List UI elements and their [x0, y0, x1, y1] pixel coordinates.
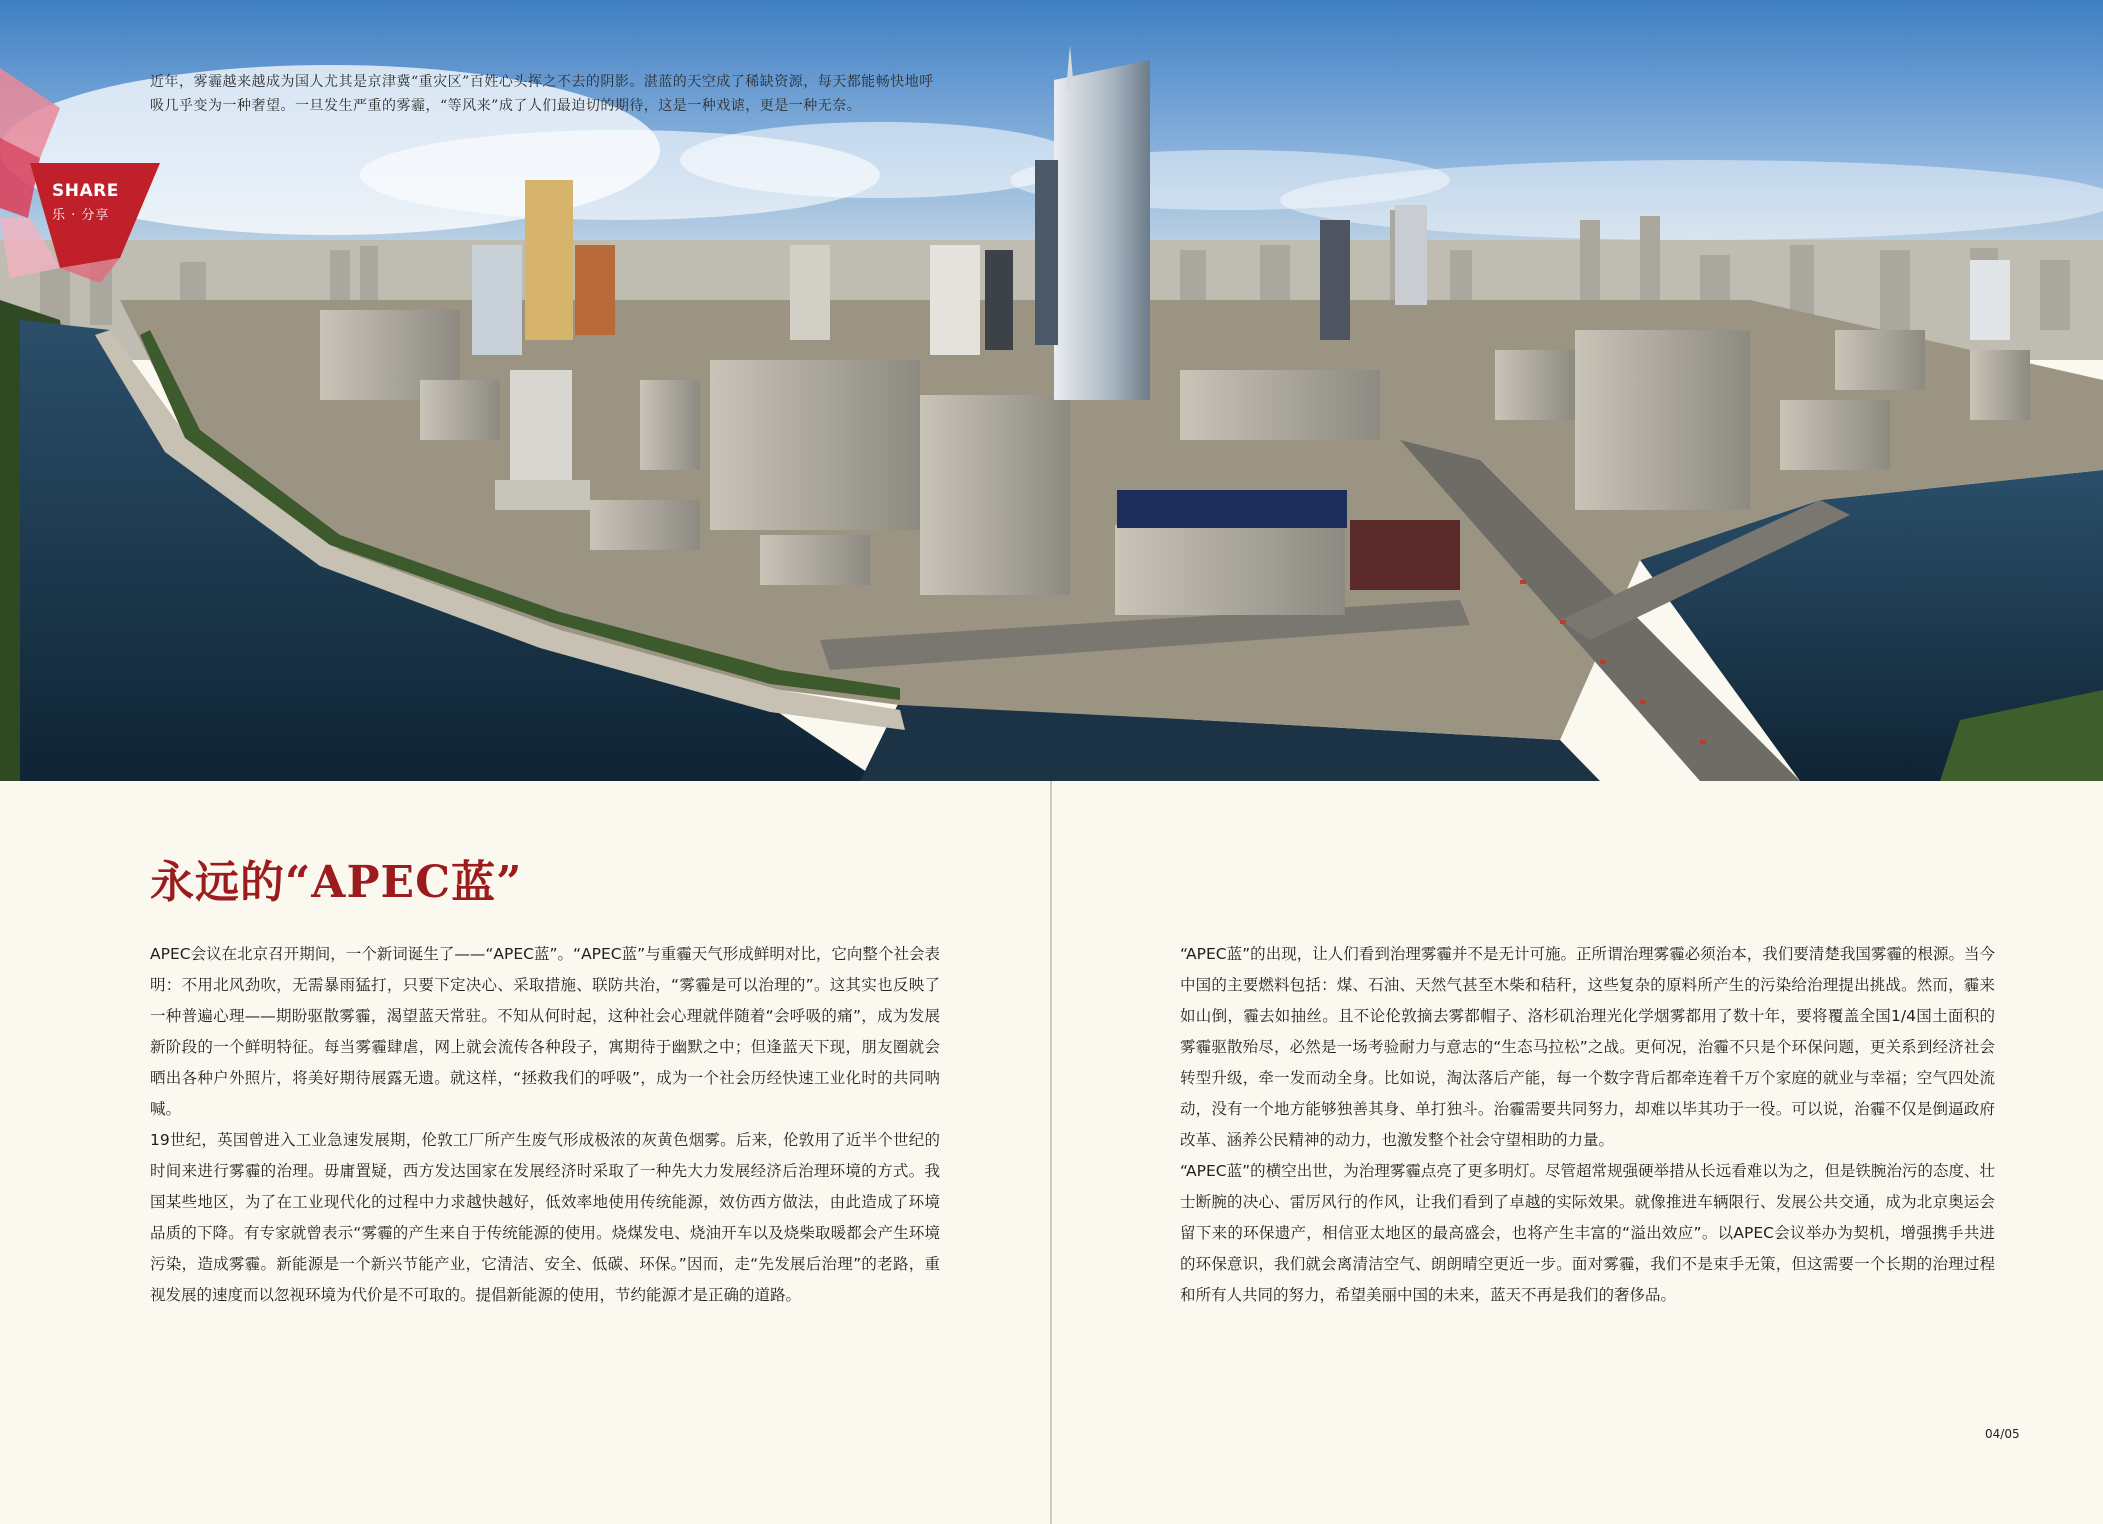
article-title: 永远的“APEC蓝”: [150, 857, 523, 908]
share-label-cn: 乐 · 分享: [52, 208, 110, 223]
paragraph: APEC会议在北京召开期间，一个新词诞生了——“APEC蓝”。“APEC蓝”与重霾天气形成鲜明对比，它向整个社会表明：不用北风劲吹，无需暴雨猛打，只要下定决心、采取措施、联防共治，“雾霾是可以治理的”。这其实也反映了一种普遍心理——期盼驱散雾霾，渴望蓝天常驻。不知从何时起，这种社会心理就伴随着“会呼吸的痛”，成为发展新阶段的一个鲜明特征。每当雾霾肆虐，网上就会流传各种段子，寓期待于幽默之中；但逢蓝天下现，朋友圈就会晒出各种户外照片，将美好期待展露无遗。就这样，“拯救我们的呼吸”，成为一个社会历经快速工业化时的共同呐喊。: [150, 945, 940, 1118]
share-label: SHARE: [52, 181, 119, 201]
paragraph: “APEC蓝”的横空出世，为治理雾霾点亮了更多明灯。尽管超常规强硬举措从长远看难以为之，但是铁腕治污的态度、壮士断腕的决心、雷厉风行的作风，让我们看到了卓越的实际效果。就像推进车辆限行、发展公共交通，成为北京奥运会留下来的环保遗产，相信亚太地区的最高盛会，也将产生丰富的“溢出效应”。以APEC会议举办为契机，增强携手共进的环保意识，我们就会离清洁空气、朗朗晴空更近一步。面对雾霾，我们不是束手无策，但这需要一个长期的治理过程和所有人共同的努力，希望美丽中国的未来，蓝天不再是我们的奢侈品。: [1180, 1162, 1995, 1304]
page-number: 04/05: [1985, 1427, 2020, 1441]
left-column: [150, 939, 940, 1311]
paragraph: “APEC蓝”的出现，让人们看到治理雾霾并不是无计可施。正所谓治理雾霾必须治本，我们要清楚我国雾霾的根源。当今中国的主要燃料包括：煤、石油、天然气甚至木柴和秸秆，这些复杂的原料所产生的污染给治理提出挑战。然而，霾来如山倒，霾去如抽丝。且不论伦敦摘去雾都帽子、洛杉矶治理光化学烟雾都用了数十年，要将覆盖全国1/4国土面积的雾霾驱散殆尽，必然是一场考验耐力与意志的“生态马拉松”之战。更何况，治霾不只是个环保问题，更关系到经济社会转型升级，牵一发而动全身。比如说，淘汰落后产能，每一个数字背后都牵连着千万个家庭的就业与幸福；空气四处流动，没有一个地方能够独善其身、单打独斗。治霾需要共同努力，却难以毕其功于一役。可以说，治霾不仅是倒逼政府改革、涵养公民精神的动力，也激发整个社会守望相助的力量。: [1180, 945, 1995, 1149]
intro-paragraph: 近年，雾霾越来越成为国人尤其是京津冀“重灾区”百姓心头挥之不去的阴影。湛蓝的天空成了稀缺资源，每天都能畅快地呼吸几乎变为一种奢望。一旦发生严重的雾霾，“等风来”成了人们最迫切的期待，这是一种戏谑，更是一种无奈。: [150, 74, 934, 114]
paragraph: 19世纪，英国曾进入工业急速发展期，伦敦工厂所产生废气形成极浓的灰黄色烟雾。后来，伦敦用了近半个世纪的时间来进行雾霾的治理。毋庸置疑，西方发达国家在发展经济时采取了一种先大力发展经济后治理环境的方式。我国某些地区，为了在工业现代化的过程中力求越快越好，低效率地使用传统能源，效仿西方做法，由此造成了环境品质的下降。有专家就曾表示“雾霾的产生来自于传统能源的使用。烧煤发电、烧油开车以及烧柴取暖都会产生环境污染，造成雾霾。新能源是一个新兴节能产业，它清洁、安全、低碳、环保。”因而，走“先发展后治理”的老路，重视发展的速度而以忽视环境为代价是不可取的。提倡新能源的使用，节约能源才是正确的道路。: [150, 1131, 941, 1304]
right-column: [1180, 939, 1995, 1311]
page-divider: [1050, 781, 1052, 1524]
section-badge: [0, 68, 170, 288]
